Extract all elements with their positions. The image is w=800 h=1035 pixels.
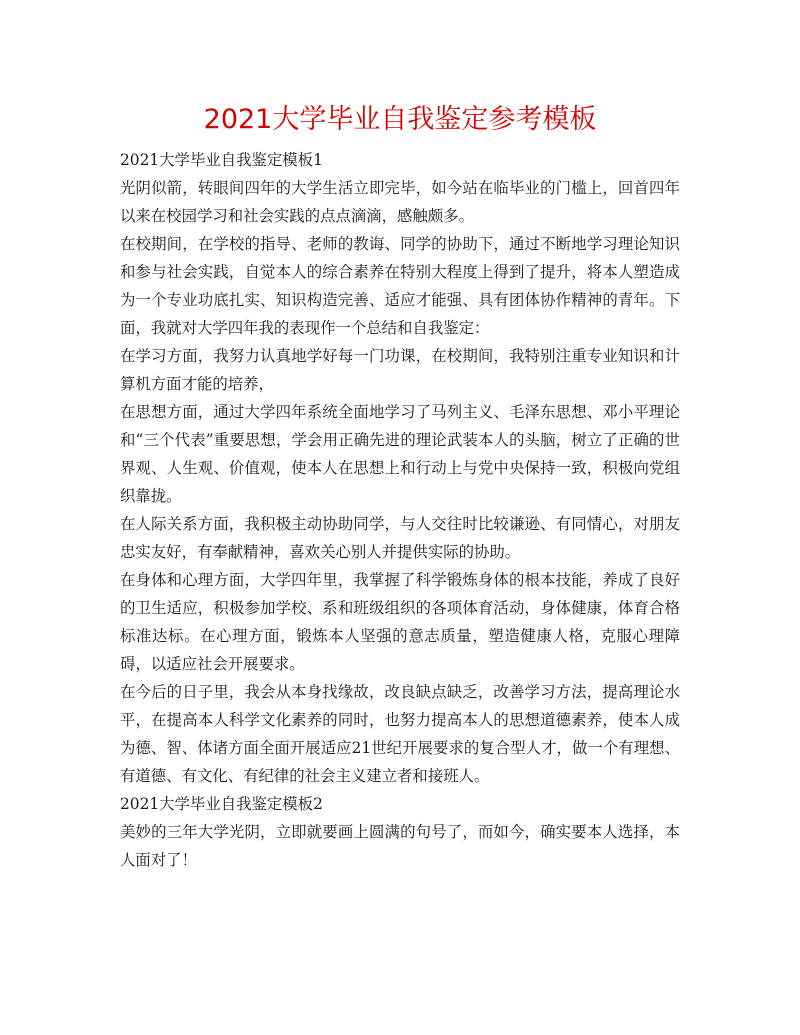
- document-title: 2021大学毕业自我鉴定参考模板: [203, 104, 597, 135]
- paragraph-ideology: 在思想方面，通过大学四年系统全面地学习了马列主义、毛泽东思想、邓小平理论和“三个代表”重要思想，学会用正确先进的理论武装本人的头脑，树立了正确的世界观、人生观、价值观，使本人在思想上和行动上与党中央保持一致，积极向党组织靠拢。: [120, 403, 680, 505]
- paragraph-health: 在身体和心理方面，大学四年里，我掌握了科学锻炼身体的根本技能，养成了良好的卫生适应，积极参加学校、系和班级组织的各项体育活动，身体健康，体育合格标准达标。在心理方面，锻炼本人坚强的意志质量，塑造健康人格，克服心理障碍，以适应社会开展要求。: [120, 571, 680, 673]
- paragraph-study: 在学习方面，我努力认真地学好每一门功课，在校期间，我特别注重专业知识和计算机方面才能的培养，: [120, 347, 680, 393]
- paragraph-future: 在今后的日子里，我会从本身找缘故，改良缺点缺乏，改善学习方法，提高理论水平，在提高本人科学文化素养的同时，也努力提高本人的思想道德素养，使本人成为德、智、体诸方面全面开展适应21世纪开展要求的复合型人才，做一个有理想、有道德、有文化、有纪律的社会主义建立者和接班人。: [120, 683, 680, 785]
- paragraph-intro: 光阴似箭，转眼间四年的大学生活立即完毕，如今站在临毕业的门槛上，回首四年以来在校园学习和社会实践的点点滴滴，感触颇多。: [120, 179, 680, 225]
- section-heading-template-2: 2021大学毕业自我鉴定模板2: [120, 795, 323, 813]
- paragraph-relationships: 在人际关系方面，我积极主动协助同学，与人交往时比较谦逊、有同情心，对朋友忠实友好，有奉献精神，喜欢关心别人并提供实际的协助。: [120, 515, 680, 561]
- paragraph-template-2-intro: 美妙的三年大学光阴，立即就要画上圆满的句号了，而如今，确实要本人选择，本人面对了！: [120, 823, 680, 869]
- document-body: [120, 146, 680, 874]
- paragraph-school-period: 在校期间，在学校的指导、老师的教诲、同学的协助下，通过不断地学习理论知识和参与社会实践，自觉本人的综合素养在特别大程度上得到了提升，将本人塑造成为一个专业功底扎实、知识构造完善、适应才能强、具有团体协作精神的青年。下面，我就对大学四年我的表现作一个总结和自我鉴定：: [120, 235, 680, 337]
- section-heading-template-1: 2021大学毕业自我鉴定模板1: [120, 151, 323, 169]
